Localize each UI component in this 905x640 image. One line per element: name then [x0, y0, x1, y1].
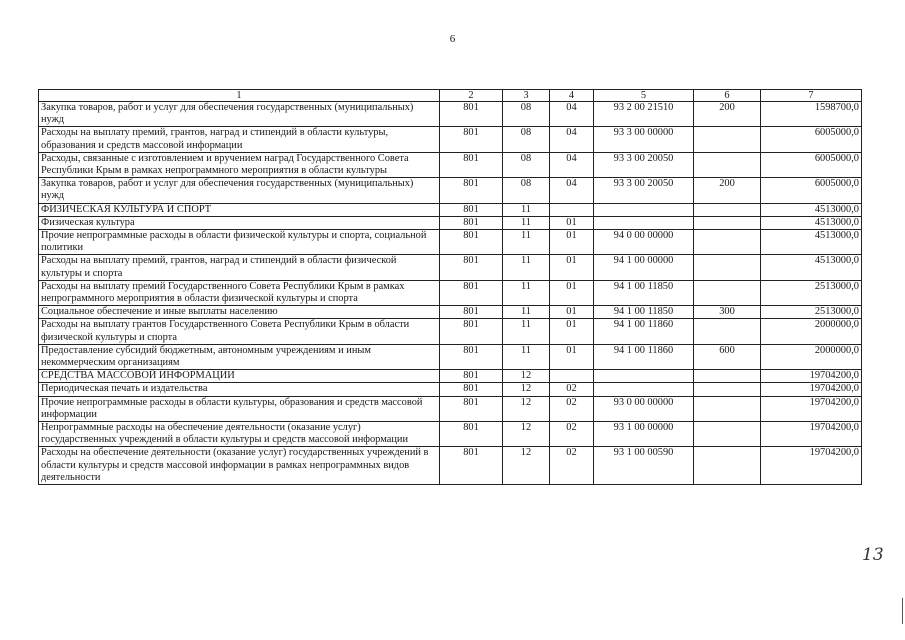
- column-header: 3: [503, 90, 550, 102]
- row-code-cell: 801: [440, 152, 503, 177]
- row-name-cell: Расходы на выплату премий, грантов, наград и стипендий в области культуры, образования и средств массовой информации: [39, 127, 440, 152]
- row-expense-type-cell: [694, 230, 761, 255]
- row-name-cell: Прочие непрограммные расходы в области культуры, образования и средств массовой информации: [39, 396, 440, 421]
- row-section-cell: 12: [503, 422, 550, 447]
- row-section-cell: 08: [503, 178, 550, 203]
- row-section-cell: 11: [503, 306, 550, 319]
- row-subsection-cell: 02: [550, 383, 594, 396]
- row-target-cell: 94 1 00 00000: [594, 255, 694, 280]
- row-amount-cell: 6005000,0: [761, 178, 862, 203]
- row-expense-type-cell: [694, 422, 761, 447]
- row-subsection-cell: 01: [550, 344, 594, 369]
- row-subsection-cell: 04: [550, 152, 594, 177]
- column-header: 2: [440, 90, 503, 102]
- row-section-cell: 11: [503, 230, 550, 255]
- row-section-cell: 11: [503, 344, 550, 369]
- handwritten-page-note: 13: [862, 545, 884, 565]
- table-row: [39, 255, 862, 280]
- row-target-cell: 93 1 00 00000: [594, 422, 694, 447]
- row-expense-type-cell: [694, 383, 761, 396]
- column-header: 5: [594, 90, 694, 102]
- row-name-cell: Расходы на обеспечение деятельности (оказание услуг) государственных учреждений в области культуры и средств массовой информации в рамках непрограммных видов деятельности: [39, 447, 440, 485]
- row-target-cell: 93 3 00 00000: [594, 127, 694, 152]
- row-name-cell: Расходы на выплату премий, грантов, наград и стипендий в области физической культуры и спорта: [39, 255, 440, 280]
- row-expense-type-cell: 300: [694, 306, 761, 319]
- row-code-cell: 801: [440, 178, 503, 203]
- row-amount-cell: 2513000,0: [761, 280, 862, 305]
- row-target-cell: 93 1 00 00590: [594, 447, 694, 485]
- row-expense-type-cell: [694, 319, 761, 344]
- table-row: [39, 127, 862, 152]
- row-target-cell: 94 1 00 11860: [594, 344, 694, 369]
- row-expense-type-cell: [694, 255, 761, 280]
- table-body: [39, 102, 862, 485]
- row-amount-cell: 19704200,0: [761, 447, 862, 485]
- table-row: [39, 216, 862, 229]
- row-subsection-cell: 01: [550, 280, 594, 305]
- row-expense-type-cell: 600: [694, 344, 761, 369]
- row-target-cell: 94 1 00 11850: [594, 280, 694, 305]
- row-expense-type-cell: [694, 152, 761, 177]
- row-amount-cell: 4513000,0: [761, 203, 862, 216]
- table-row: [39, 102, 862, 127]
- row-amount-cell: 4513000,0: [761, 255, 862, 280]
- row-amount-cell: 6005000,0: [761, 152, 862, 177]
- row-section-cell: 11: [503, 255, 550, 280]
- row-amount-cell: 19704200,0: [761, 396, 862, 421]
- row-subsection-cell: 01: [550, 319, 594, 344]
- margin-mark: [902, 598, 903, 624]
- row-target-cell: [594, 203, 694, 216]
- table-row: [39, 178, 862, 203]
- row-expense-type-cell: 200: [694, 102, 761, 127]
- row-code-cell: 801: [440, 344, 503, 369]
- column-header: 4: [550, 90, 594, 102]
- row-section-cell: 12: [503, 370, 550, 383]
- row-name-cell: Закупка товаров, работ и услуг для обеспечения государственных (муниципальных) нужд: [39, 178, 440, 203]
- table-row: [39, 396, 862, 421]
- table-row: [39, 370, 862, 383]
- row-section-cell: 12: [503, 383, 550, 396]
- row-subsection-cell: 02: [550, 447, 594, 485]
- table-row: [39, 383, 862, 396]
- table-row: [39, 230, 862, 255]
- column-header: 6: [694, 90, 761, 102]
- row-amount-cell: 4513000,0: [761, 216, 862, 229]
- table-row: [39, 280, 862, 305]
- row-target-cell: 93 0 00 00000: [594, 396, 694, 421]
- row-name-cell: Непрограммные расходы на обеспечение деятельности (оказание услуг) государственных учреждений в области культуры и средств массовой информации: [39, 422, 440, 447]
- row-section-cell: 11: [503, 280, 550, 305]
- row-expense-type-cell: [694, 216, 761, 229]
- row-target-cell: [594, 383, 694, 396]
- table-row: [39, 344, 862, 369]
- row-code-cell: 801: [440, 127, 503, 152]
- row-subsection-cell: [550, 203, 594, 216]
- row-code-cell: 801: [440, 216, 503, 229]
- row-amount-cell: 1598700,0: [761, 102, 862, 127]
- row-section-cell: 08: [503, 102, 550, 127]
- row-code-cell: 801: [440, 280, 503, 305]
- row-name-cell: Расходы на выплату премий Государственного Совета Республики Крым в рамках непрограммного мероприятия в области физической культуры и спорта: [39, 280, 440, 305]
- row-code-cell: 801: [440, 319, 503, 344]
- column-header: 1: [39, 90, 440, 102]
- table-row: [39, 306, 862, 319]
- row-section-cell: 12: [503, 447, 550, 485]
- column-header: 7: [761, 90, 862, 102]
- row-expense-type-cell: [694, 127, 761, 152]
- row-code-cell: 801: [440, 102, 503, 127]
- row-name-cell: Предоставление субсидий бюджетным, автономным учреждениям и иным некоммерческим организациям: [39, 344, 440, 369]
- row-amount-cell: 19704200,0: [761, 370, 862, 383]
- row-expense-type-cell: [694, 396, 761, 421]
- row-expense-type-cell: 200: [694, 178, 761, 203]
- row-section-cell: 08: [503, 152, 550, 177]
- row-amount-cell: 19704200,0: [761, 422, 862, 447]
- row-target-cell: 94 0 00 00000: [594, 230, 694, 255]
- row-target-cell: 93 3 00 20050: [594, 178, 694, 203]
- table-row: [39, 319, 862, 344]
- row-amount-cell: 2000000,0: [761, 319, 862, 344]
- row-code-cell: 801: [440, 383, 503, 396]
- row-name-cell: Закупка товаров, работ и услуг для обеспечения государственных (муниципальных) нужд: [39, 102, 440, 127]
- row-expense-type-cell: [694, 370, 761, 383]
- row-subsection-cell: 02: [550, 396, 594, 421]
- row-section-cell: 12: [503, 396, 550, 421]
- row-code-cell: 801: [440, 422, 503, 447]
- row-amount-cell: 2513000,0: [761, 306, 862, 319]
- row-name-cell: Физическая культура: [39, 216, 440, 229]
- row-target-cell: 94 1 00 11860: [594, 319, 694, 344]
- row-target-cell: [594, 370, 694, 383]
- row-subsection-cell: 02: [550, 422, 594, 447]
- row-subsection-cell: [550, 370, 594, 383]
- row-amount-cell: 2000000,0: [761, 344, 862, 369]
- row-subsection-cell: 04: [550, 127, 594, 152]
- row-subsection-cell: 01: [550, 255, 594, 280]
- row-target-cell: [594, 216, 694, 229]
- row-section-cell: 11: [503, 319, 550, 344]
- row-section-cell: 08: [503, 127, 550, 152]
- row-expense-type-cell: [694, 203, 761, 216]
- row-amount-cell: 19704200,0: [761, 383, 862, 396]
- row-name-cell: Периодическая печать и издательства: [39, 383, 440, 396]
- row-subsection-cell: 01: [550, 306, 594, 319]
- budget-table: [38, 89, 862, 485]
- row-target-cell: 94 1 00 11850: [594, 306, 694, 319]
- row-section-cell: 11: [503, 203, 550, 216]
- row-amount-cell: 4513000,0: [761, 230, 862, 255]
- row-name-cell: Расходы, связанные с изготовлением и вручением наград Государственного Совета Республики Крым в рамках непрограммного мероприятия в области культуры: [39, 152, 440, 177]
- table-row: [39, 203, 862, 216]
- row-expense-type-cell: [694, 447, 761, 485]
- row-code-cell: 801: [440, 203, 503, 216]
- row-subsection-cell: 04: [550, 178, 594, 203]
- page-number: 6: [449, 33, 456, 45]
- row-code-cell: 801: [440, 255, 503, 280]
- row-name-cell: СРЕДСТВА МАССОВОЙ ИНФОРМАЦИИ: [39, 370, 440, 383]
- table-row: [39, 447, 862, 485]
- row-name-cell: Расходы на выплату грантов Государственного Совета Республики Крым в области физической культуры и спорта: [39, 319, 440, 344]
- row-code-cell: 801: [440, 396, 503, 421]
- row-code-cell: 801: [440, 447, 503, 485]
- row-amount-cell: 6005000,0: [761, 127, 862, 152]
- row-subsection-cell: 01: [550, 216, 594, 229]
- row-name-cell: Прочие непрограммные расходы в области физической культуры и спорта, социальной политики: [39, 230, 440, 255]
- row-code-cell: 801: [440, 306, 503, 319]
- row-target-cell: 93 2 00 21510: [594, 102, 694, 127]
- row-section-cell: 11: [503, 216, 550, 229]
- row-target-cell: 93 3 00 20050: [594, 152, 694, 177]
- row-code-cell: 801: [440, 370, 503, 383]
- row-subsection-cell: 01: [550, 230, 594, 255]
- row-name-cell: Социальное обеспечение и иные выплаты населению: [39, 306, 440, 319]
- table-row: [39, 152, 862, 177]
- row-name-cell: ФИЗИЧЕСКАЯ КУЛЬТУРА И СПОРТ: [39, 203, 440, 216]
- table-row: [39, 422, 862, 447]
- row-expense-type-cell: [694, 280, 761, 305]
- row-subsection-cell: 04: [550, 102, 594, 127]
- table-header-row: [39, 90, 862, 102]
- row-code-cell: 801: [440, 230, 503, 255]
